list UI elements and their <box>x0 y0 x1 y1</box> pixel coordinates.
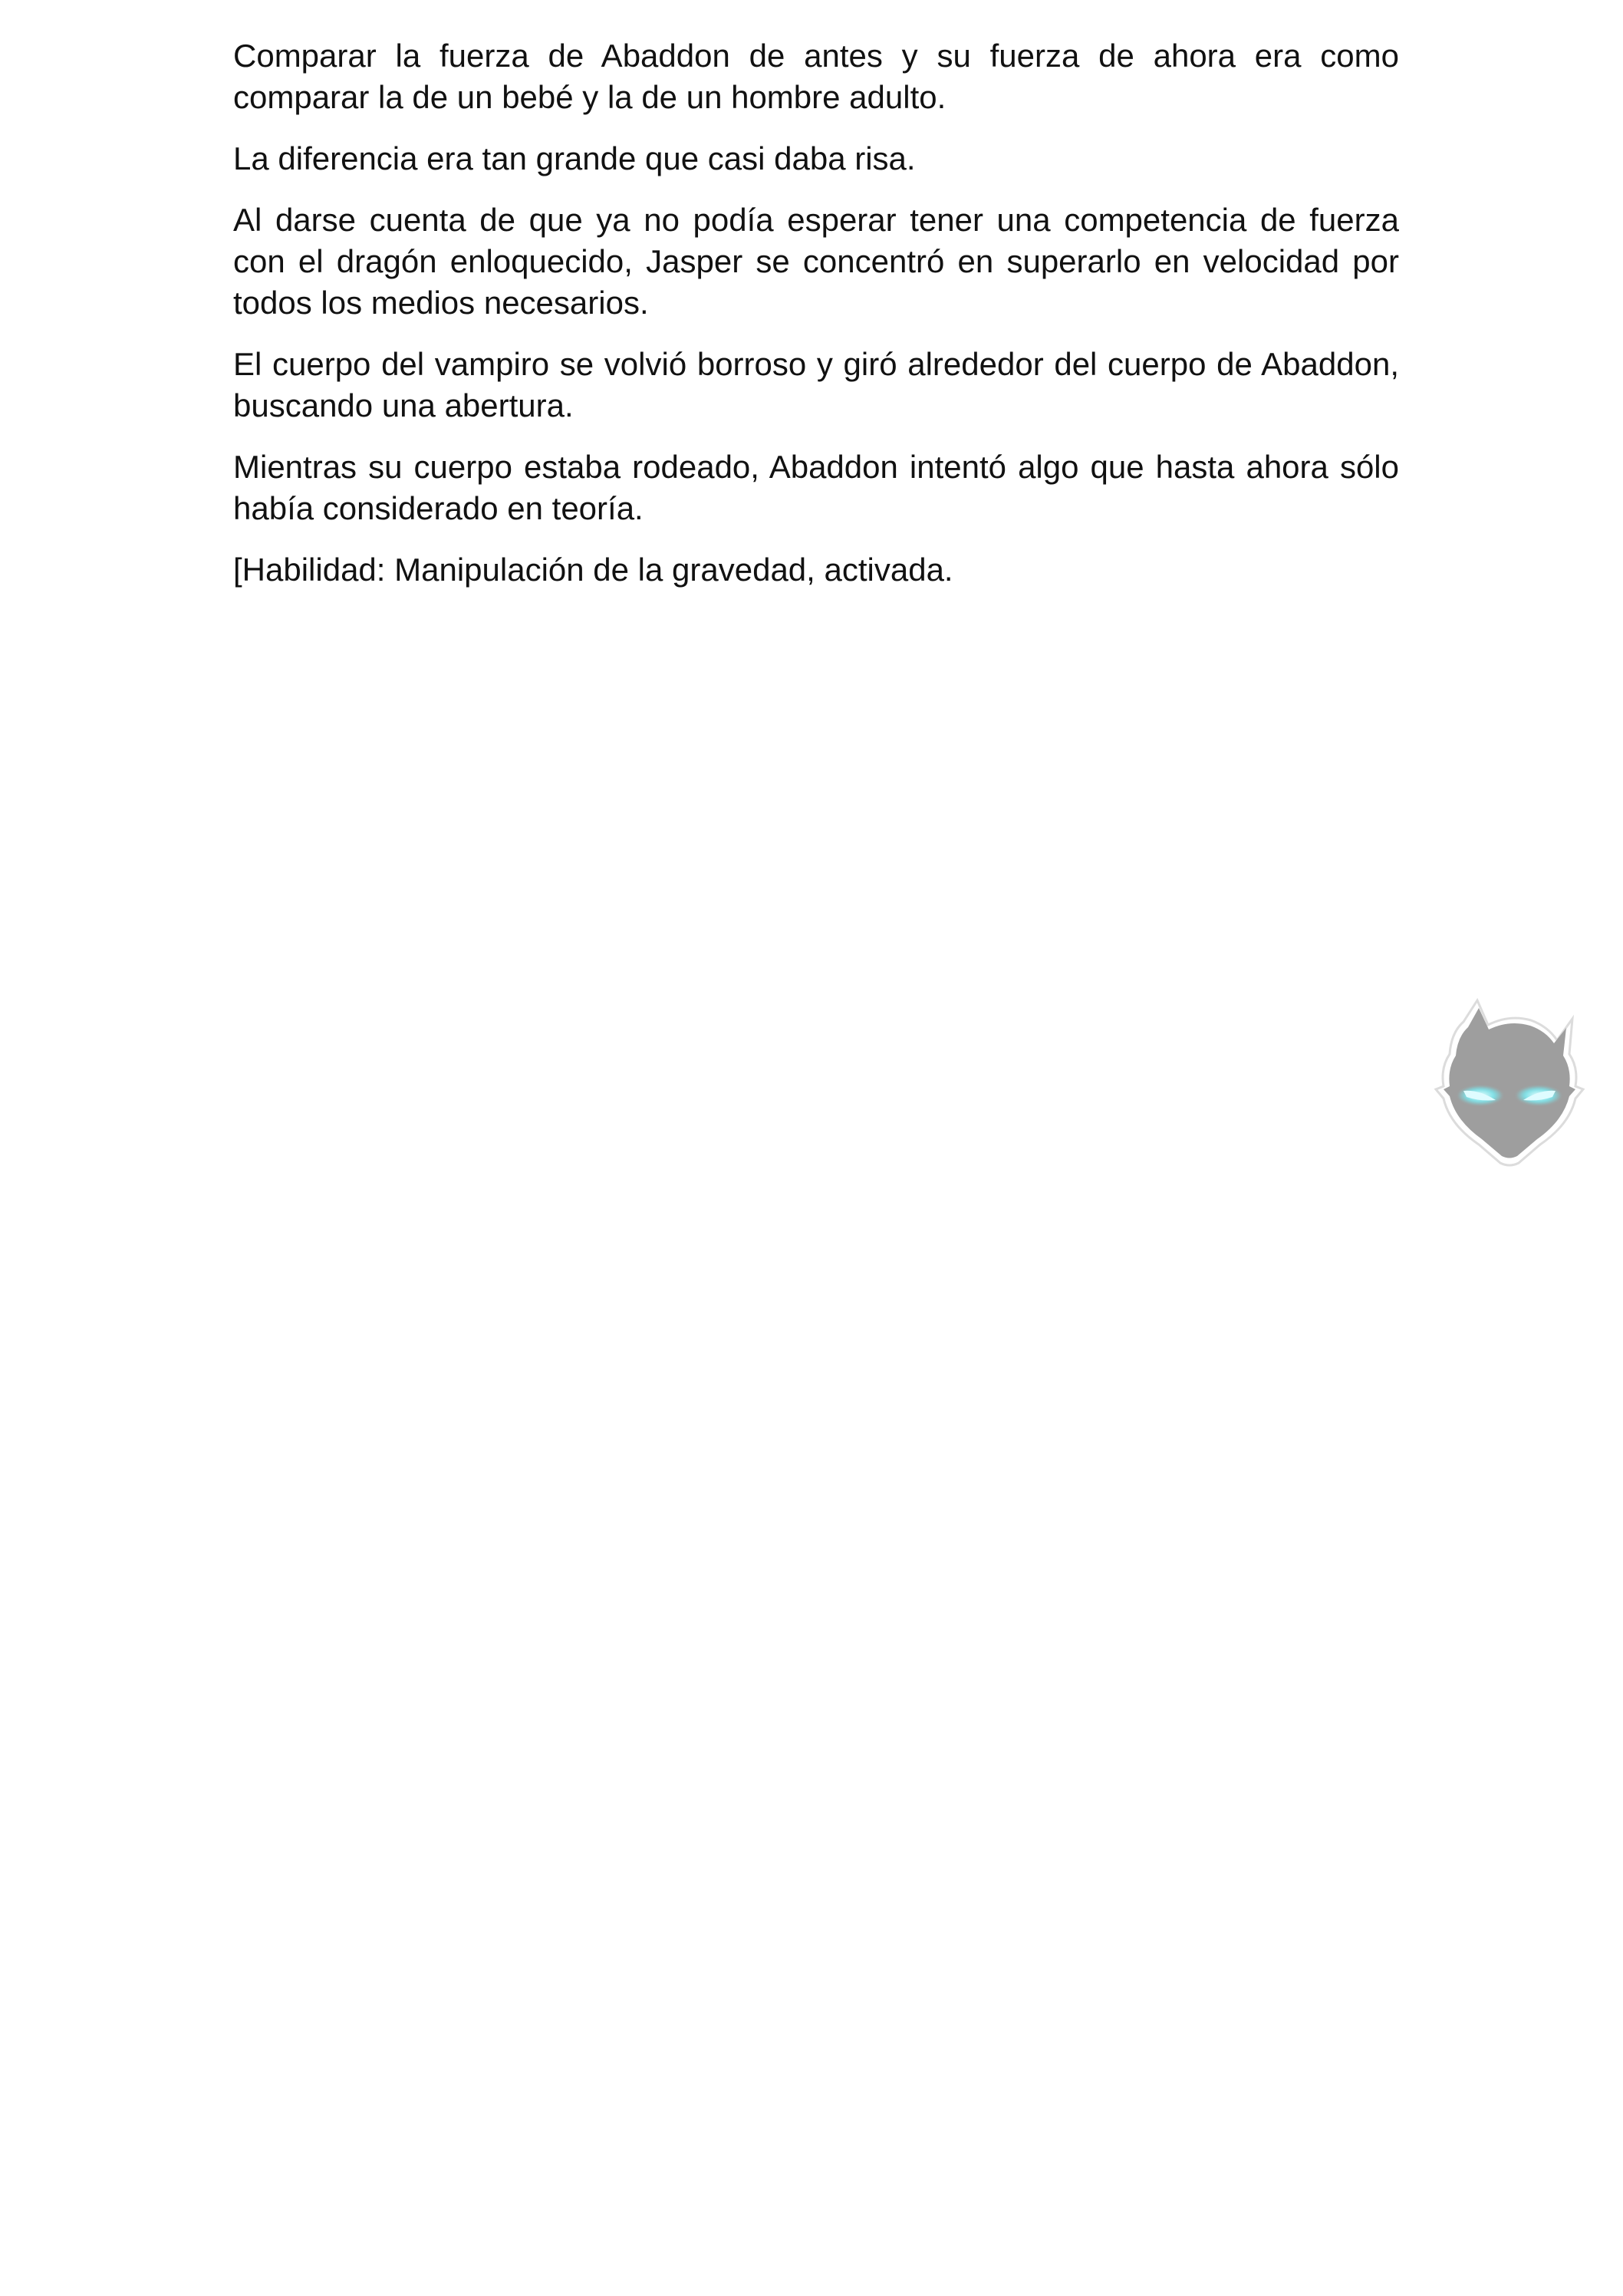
demon-head-logo-icon <box>1433 994 1586 1171</box>
paragraph-3: Al darse cuenta de que ya no podía esperar tener una competencia de fuerza con el dragón enloquecido, Jasper se concentró en superarlo en velocidad por todos los medios necesarios. <box>233 202 1399 321</box>
document-body <box>233 35 1399 611</box>
paragraph-6: [Habilidad: Manipulación de la gravedad, activada. <box>233 552 953 588</box>
paragraph-5: Mientras su cuerpo estaba rodeado, Abaddon intentó algo que hasta ahora sólo había considerado en teoría. <box>233 449 1399 526</box>
paragraph-1: Comparar la fuerza de Abaddon de antes y su fuerza de ahora era como comparar la de un bebé y la de un hombre adulto. <box>233 38 1399 115</box>
paragraph-2: La diferencia era tan grande que casi daba risa. <box>233 140 916 176</box>
paragraph-4: El cuerpo del vampiro se volvió borroso y giró alrededor del cuerpo de Abaddon, buscando una abertura. <box>233 346 1399 423</box>
